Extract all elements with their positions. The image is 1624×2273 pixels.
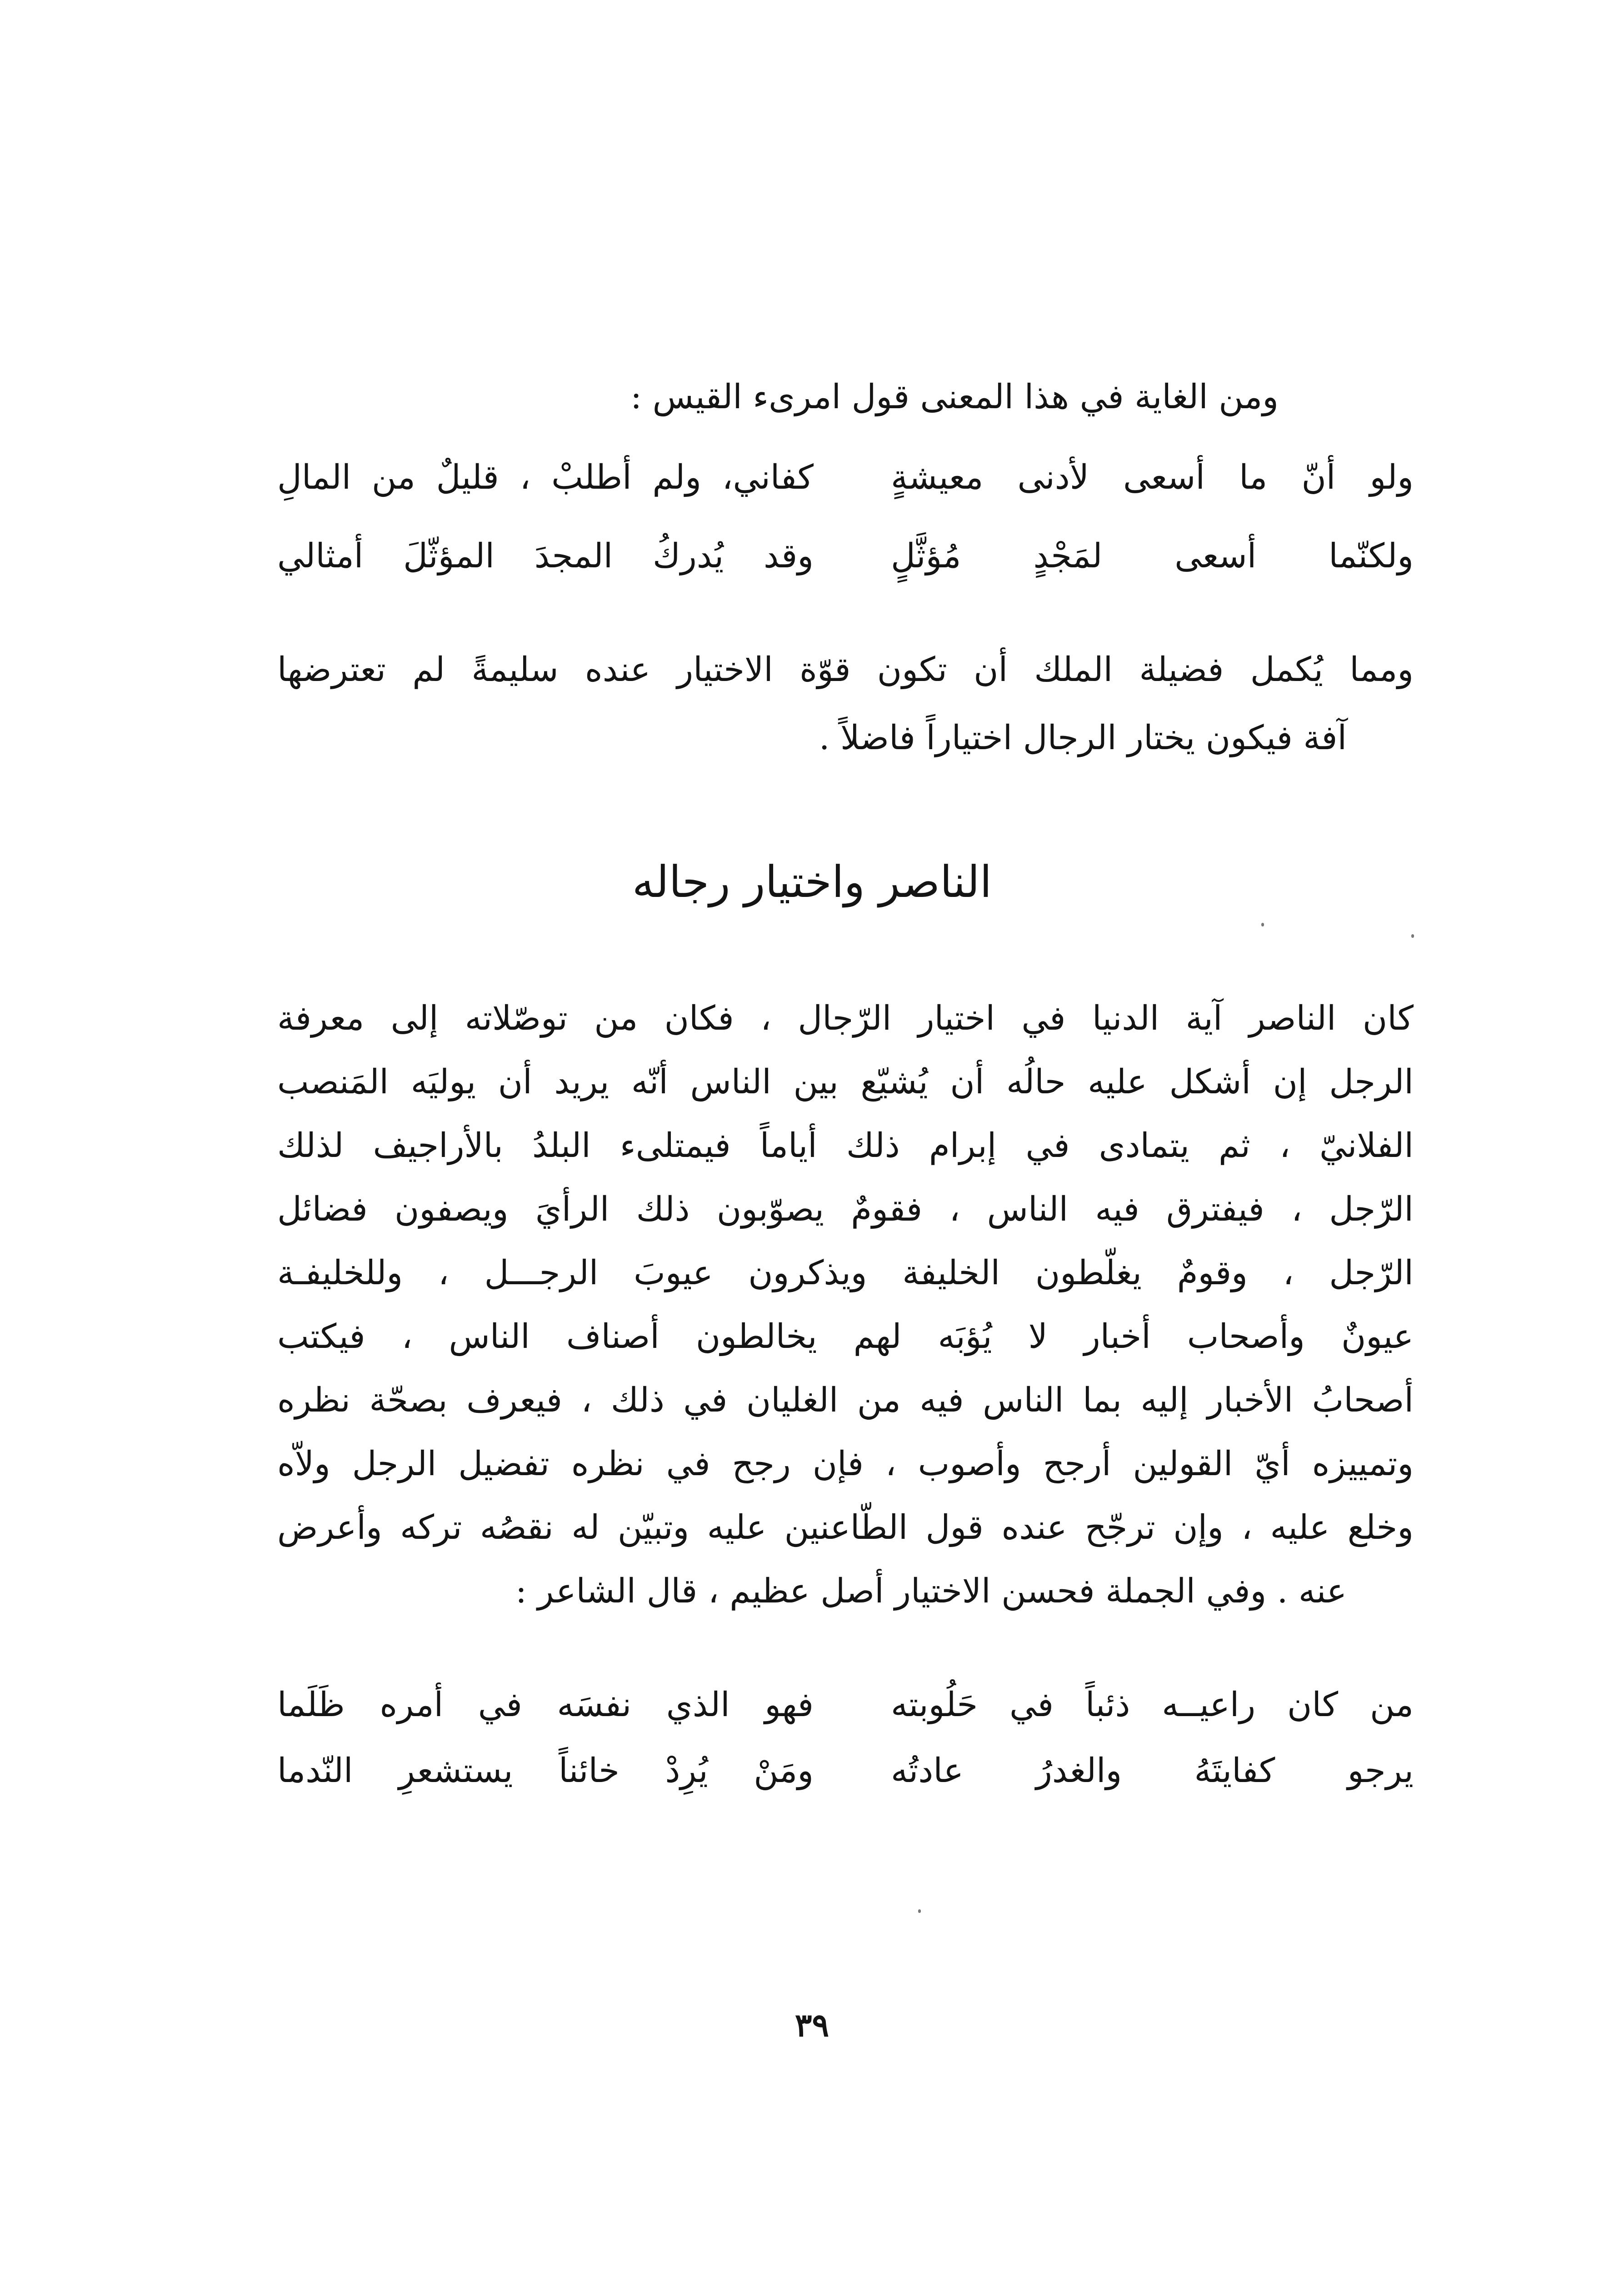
poem1-verse-1 [277, 452, 1414, 502]
paragraph1-line: آفة فيكون يختار الرجال اختياراً فاضلاً . [819, 718, 1347, 757]
paragraph2-line: عنه . وفي الجملة فحسن الاختيار أصل عظيم ، قال الشاعر : [515, 1572, 1347, 1611]
hemistich-first: يرجو كفايتَهُ والغدرُ عادتُه [891, 1751, 1414, 1790]
paragraph2-line: الفلانيّ ، ثم يتمادى في إبرام ذلك أياماً فيمتلىء البلدُ بالأراجيف لذلك [277, 1126, 1414, 1165]
paragraph2-line: عيونٌ وأصحاب أخبار لا يُؤبَه لهم يخالطون أصناف الناس ، فيكتب [277, 1317, 1414, 1356]
paragraph1-line: ومما يُكمل فضيلة الملك أن تكون قوّة الاختيار عنده سليمةً لم تعترضها [277, 650, 1414, 689]
paragraph2-line: وخلع عليه ، وإن ترجّح عنده قول الطّاعنين عليه وتبيّن له نقصُه تركه وأعرض [277, 1508, 1414, 1547]
scan-speck [918, 1909, 921, 1913]
hemistich-first: ولو أنّ ما أسعى لأدنى معيشةٍ [891, 458, 1414, 497]
scan-speck [1411, 934, 1414, 938]
paragraph2-line: وتمييزه أيّ القولين أرجح وأصوب ، فإن رجح في نظره تفضيل الرجل ولاّه [277, 1444, 1414, 1483]
hemistich-first: من كان راعيــه ذئباً في حَلُوبته [891, 1685, 1414, 1724]
poem2-verse-1 [277, 1680, 1414, 1730]
paragraph2-line: أصحابُ الأخبار إليه بما الناس فيه من الغليان في ذلك ، فيعرف بصحّة نظره [277, 1381, 1414, 1420]
paragraph2-line: كان الناصر آية الدنيا في اختيار الرّجال ، فكان من توصّلاته إلى معرفة [277, 999, 1414, 1038]
section-heading: الناصر واختيار رجاله [632, 856, 992, 907]
paragraph2-line: الرّجل ، وقومٌ يغلّطون الخليفة ويذكرون عيوبَ الرجـــل ، وللخليفـة [277, 1253, 1414, 1292]
paragraph2-line: الرّجل ، فيفترق فيه الناس ، فقومٌ يصوّبون ذلك الرأيَ ويصفون فضائل [277, 1190, 1414, 1229]
scan-speck [1261, 923, 1264, 926]
hemistich-first: ولكنّما أسعى لمَجْدٍ مُؤثَّلٍ [891, 536, 1414, 576]
hemistich-second: ومَنْ يُرِدْ خائناً يستشعرِ النّدما [277, 1751, 814, 1790]
poem2-verse-2 [277, 1746, 1414, 1796]
hemistich-second: فهو الذي نفسَه في أمره ظَلَما [277, 1685, 814, 1724]
intro-line: ومن الغاية في هذا المعنى قول امرىء القيس : [630, 377, 1279, 416]
page-number: ٣٩ [795, 2006, 829, 2044]
hemistich-second: كفاني، ولم أطلبْ ، قليلٌ من المالِ [277, 458, 814, 497]
paragraph2-line: الرجل إن أشكل عليه حالُه أن يُشيّع بين الناس أنّه يريد أن يوليَه المَنصب [277, 1062, 1414, 1101]
hemistich-second: وقد يُدركُ المجدَ المؤثّلَ أمثالي [277, 536, 814, 576]
poem1-verse-2 [277, 531, 1414, 581]
